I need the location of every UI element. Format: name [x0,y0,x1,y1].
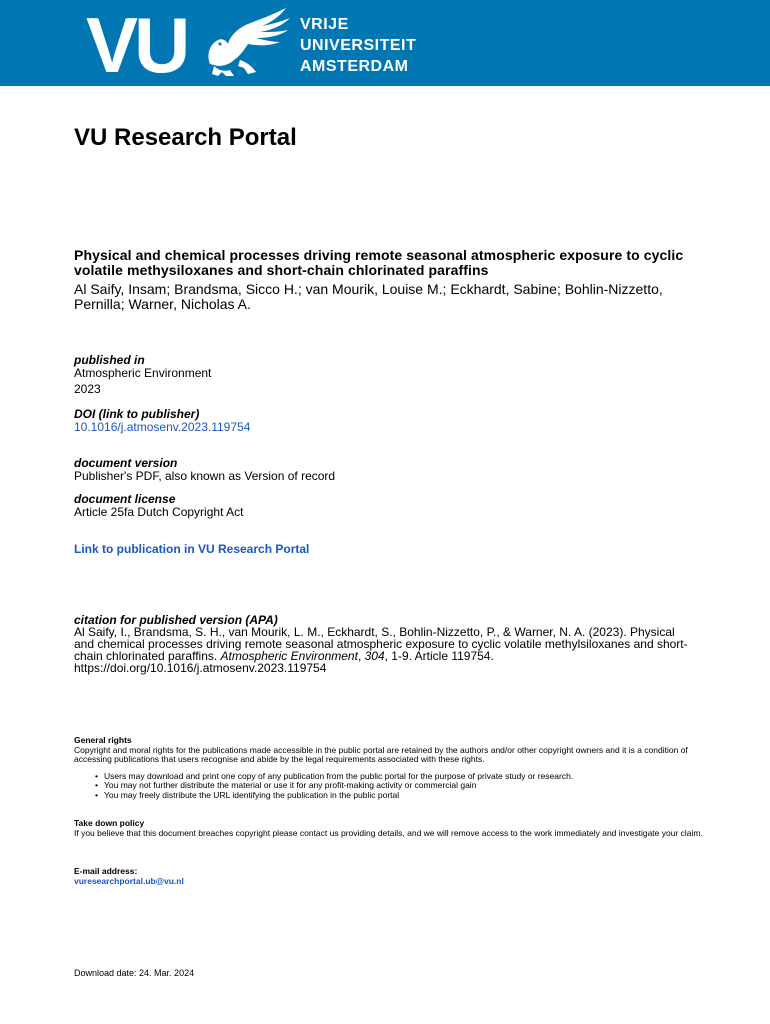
general-rights-text: Copyright and moral rights for the publications made accessible in the public portal are retained by the authors and/or other copyright owners and it is a condition of accessing publications that users recognise and abide by the legal requirements associated with these rights. [74,744,688,764]
university-name [300,14,416,77]
document-version-value: Publisher's PDF, also known as Version of record [74,469,336,483]
publication-year: 2023 [74,382,101,396]
email-heading: E-mail address: [74,866,138,876]
email-section [74,867,724,886]
publication-portal-link[interactable]: Link to publication in VU Research Portal [74,542,310,556]
citation-text-part2: , 1-9. Article 119754. [384,649,494,663]
vu-logo-letters: VU [86,1,187,89]
take-down-section [74,819,724,838]
take-down-heading: Take down policy [74,818,145,828]
document-license-label: document license [74,492,176,506]
published-in-label: published in [74,353,145,367]
rights-bullet: • You may not further distribute the material or use it for any profit-making activity or commercial gain [104,781,724,791]
citation-block [74,614,694,674]
take-down-text: If you believe that this document breaches copyright please contact us providing details, and we will remove access to the work immediately and investigate your claim. [74,827,703,838]
general-rights-heading: General rights [74,735,132,745]
published-in-block [74,354,211,396]
griffin-icon [200,4,292,80]
portal-title: VU Research Portal [74,124,297,151]
citation-label: citation for published version (APA) [74,613,278,627]
general-rights-section [74,736,724,800]
document-version-label: document version [74,456,178,470]
journal-name: Atmospheric Environment [74,366,212,380]
univ-line-1: VRIJE [300,16,349,33]
doi-link[interactable]: 10.1016/j.atmosenv.2023.119754 [74,420,251,434]
document-version-block [74,457,335,483]
citation-url[interactable]: https://doi.org/10.1016/j.atmosenv.2023.119754 [74,661,327,675]
citation-text-part1: Al Saify, I., Brandsma, S. H., van Mourik, L. M., Eckhardt, S., Bohlin-Nizzetto, P., & Warner, N. A. (2023). Physical and chemical processes driving remote seasonal atmospheric exposure to cyclic volatile methylsiloxanes and short-chain chlorinated paraffins. [74,625,688,663]
rights-bullet: • Users may download and print one copy of any publication from the public portal for the purpose of private study or research. [104,772,724,782]
email-link[interactable]: vuresearchportal.ub@vu.nl [74,875,184,886]
paper-authors: Al Saify, Insam; Brandsma, Sicco H.; van Mourik, Louise M.; Eckhardt, Sabine; Bohlin-Nizzetto, Pernilla; Warner, Nicholas A. [74,281,663,312]
document-license-value: Article 25fa Dutch Copyright Act [74,505,244,519]
citation-volume: 304 [364,649,385,663]
download-date: Download date: 24. Mar. 2024 [74,968,195,978]
doi-label: DOI (link to publisher) [74,407,200,421]
univ-line-2: UNIVERSITEIT [300,37,417,54]
document-license-block [74,493,243,519]
rights-bullet: • You may freely distribute the URL identifying the publication in the public portal [104,791,724,801]
citation-sep: , [357,649,365,663]
univ-line-3: AMSTERDAM [300,58,409,75]
citation-journal: Atmospheric Environment [220,649,358,663]
doi-block [74,408,250,434]
paper-title: Physical and chemical processes driving remote seasonal atmospheric exposure to cyclic volatile methysiloxanes and short-chain chlorinated paraffins [74,247,684,278]
header-banner [0,0,770,89]
rights-bullet-list [74,772,724,801]
